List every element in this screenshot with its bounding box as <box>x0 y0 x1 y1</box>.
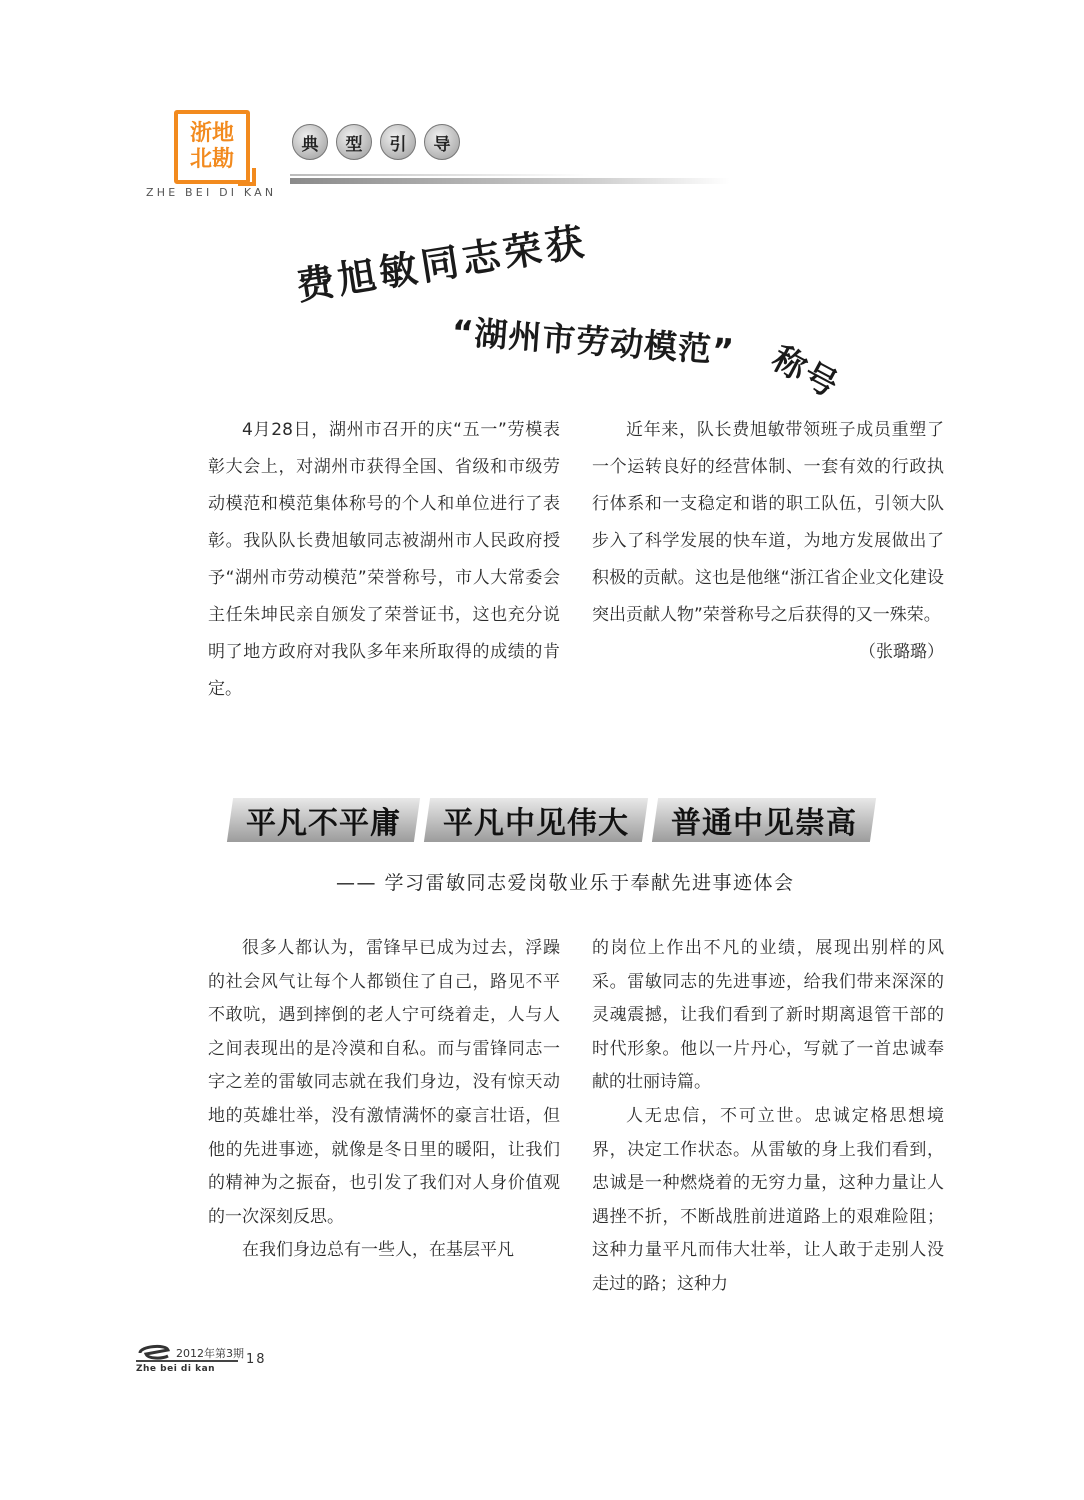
banner-segment: 平凡不平庸 <box>227 798 420 842</box>
logo-latin-text: ZHE BEI DI KAN <box>146 186 277 199</box>
section-char: 型 <box>336 124 372 160</box>
author-byline: （张璐璐） <box>859 642 944 662</box>
banner-segment: 平凡中见伟大 <box>424 798 648 842</box>
banner-segment: 普通中见崇高 <box>652 798 876 842</box>
section-char: 导 <box>424 124 460 160</box>
article2-subtitle: —— 学习雷敏同志爱岗敬业乐于奉献先进事迹体会 <box>336 872 795 894</box>
paragraph: 人无忠信，不可立世。忠诚定格思想境界，决定工作状态。从雷敏的身上我们看到，忠诚是一种燃烧着的无穷力量，这种力量让人遇挫不折，不断战胜前进道路上的艰难险阻；这种力量平凡而伟大壮举，让人敢于走别人没走过的路；这种力 <box>592 1105 944 1294</box>
logo-line-1: 浙地 <box>189 121 234 146</box>
section-label <box>292 124 460 160</box>
paragraph: 在我们身边总有一些人，在基层平凡 <box>242 1240 514 1261</box>
logo-line-2: 北勘 <box>189 147 234 172</box>
article1-title-line2: “湖州市劳动模范” <box>450 312 736 371</box>
section-char: 引 <box>380 124 416 160</box>
article2-title-banner <box>230 798 873 842</box>
paragraph-continued: 的岗位上作出不凡的业绩，展现出别样的风采。雷敏同志的先进事迹，给我们带来深深的灵魂震撼，让我们看到了新时期离退管干部的时代形象。他以一片丹心，写就了一首忠诚奉献的壮丽诗篇。 <box>592 938 944 1093</box>
article1-column-left <box>208 412 560 708</box>
footer-rule <box>136 1360 238 1362</box>
paragraph: 很多人都认为，雷锋早已成为过去，浮躁的社会风气让每个人都锁住了自己，路见不平不敢吭，遇到摔倒的老人宁可绕着走，人与人之间表现出的是冷漠和自私。而与雷锋同志一字之差的雷敏同志就在我们身边，没有惊天动地的英雄壮举，没有激情满怀的豪言壮语，但他的先进事迹，就像是冬日里的暖阳，让我们的精神为之振奋，也引发了我们对人身价值观的一次深刻反思。 <box>208 938 560 1227</box>
article1-column-right <box>592 412 944 671</box>
article2-column-right <box>592 932 944 1302</box>
header-rule <box>290 178 730 184</box>
footer-latin-text: Zhe bei di kan <box>136 1364 216 1374</box>
article1-title-line1: 费旭敏同志荣获 <box>293 219 591 309</box>
section-char: 典 <box>292 124 328 160</box>
paragraph: 4月28日，湖州市召开的庆“五一”劳模表彰大会上，对湖州市获得全国、省级和市级劳动模范和模范集体称号的个人和单位进行了表彰。我队队长费旭敏同志被湖州市人民政府授予“湖州市劳动模范”荣誉称号，市人大常委会主任朱坤民亲自颁发了荣誉证书，这也充分说明了地方政府对我队多年来所取得的成绩的肯定。 <box>208 420 560 699</box>
paragraph: 近年来，队长费旭敏带领班子成员重塑了一个运转良好的经营体制、一套有效的行政执行体系和一支稳定和谐的职工队伍，引领大队步入了科学发展的快车道，为地方发展做出了积极的贡献。这也是他继“浙江省企业文化建设突出贡献人物”荣誉称号之后获得的又一殊荣。 <box>592 420 944 625</box>
page-number: 18 <box>246 1352 267 1367</box>
article1-title-line2-end: 称号 <box>765 338 847 406</box>
logo-corner-mark <box>238 168 256 186</box>
issue-label: 2012年第3期 <box>176 1347 244 1360</box>
article2-column-left <box>208 932 560 1268</box>
header-rule-thin <box>290 174 590 176</box>
